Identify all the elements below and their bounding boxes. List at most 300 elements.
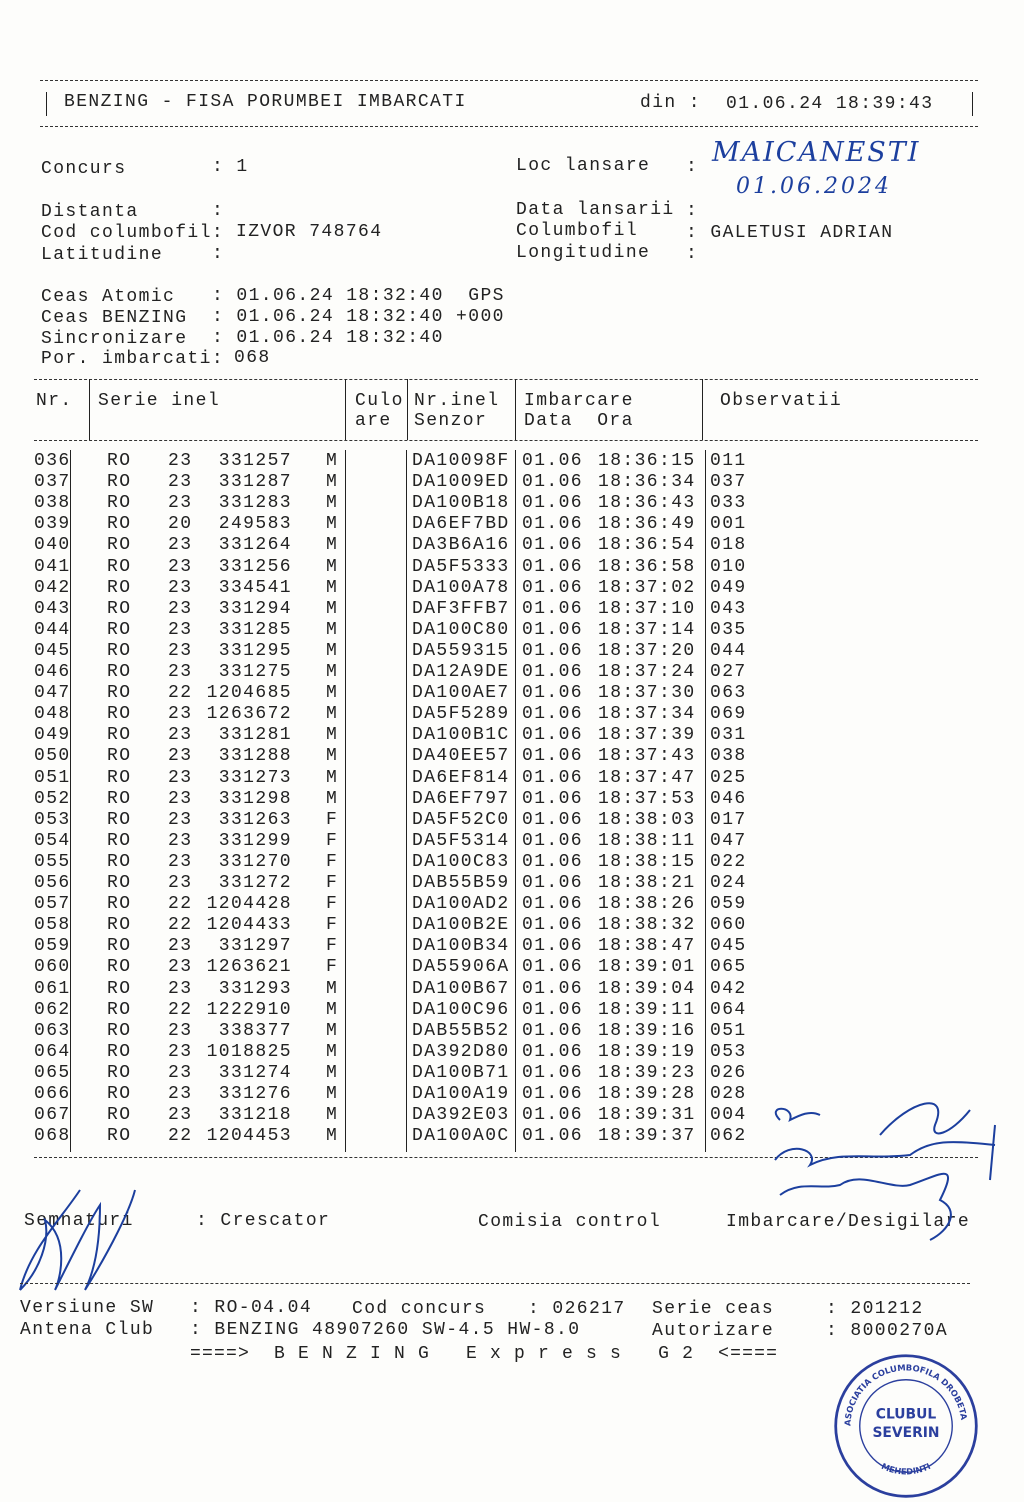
cell-time: 18:37:30 <box>598 683 696 704</box>
data-lansarii-handwritten: 01.06.2024 <box>736 174 892 199</box>
cell-sex: M <box>326 999 339 1020</box>
cell-obs: 035 <box>710 619 747 640</box>
cell-sex: F <box>326 915 339 936</box>
col-header-imbarcare-2: Data Ora <box>524 411 634 431</box>
cell-obs: 069 <box>710 704 747 725</box>
cell-sensor: DA100B34 <box>412 936 510 957</box>
longitudine-value: : <box>686 244 699 264</box>
cell-nr: 054 <box>34 830 71 851</box>
cell-year: 23 <box>168 640 193 661</box>
cell-sensor: DA6EF814 <box>412 767 510 788</box>
cell-sex: M <box>326 683 339 704</box>
cell-date: 01.06 <box>522 514 584 535</box>
cell-time: 18:37:20 <box>598 640 696 661</box>
cell-date: 01.06 <box>522 1062 584 1083</box>
cell-sensor: DAF3FFB7 <box>412 598 510 619</box>
cod-concurs-value: : 026217 <box>528 1299 626 1319</box>
cell-sex: M <box>326 1126 339 1147</box>
cell-sensor: DA5F5314 <box>412 830 510 851</box>
cell-date: 01.06 <box>522 725 584 746</box>
cell-nr: 068 <box>34 1126 71 1147</box>
cell-obs: 001 <box>710 514 747 535</box>
cell-obs: 044 <box>710 640 747 661</box>
cell-sensor: DA1009ED <box>412 472 510 493</box>
cell-sex: F <box>326 957 339 978</box>
cell-time: 18:37:10 <box>598 598 696 619</box>
cell-ring: 1204428 <box>206 894 292 915</box>
cell-nr: 038 <box>34 493 71 514</box>
cell-year: 23 <box>168 1041 193 1062</box>
print-date-value: 01.06.24 18:39:43 <box>726 94 934 114</box>
cell-nr: 043 <box>34 598 71 619</box>
cell-ring: 1204685 <box>206 683 292 704</box>
cell-sex: M <box>326 788 339 809</box>
cell-time: 18:36:15 <box>598 451 696 471</box>
cell-country: RO <box>107 830 132 851</box>
cell-nr: 041 <box>34 556 71 577</box>
cell-time: 18:36:58 <box>598 556 696 577</box>
cell-date: 01.06 <box>522 1020 584 1041</box>
cell-nr: 042 <box>34 577 71 598</box>
cell-ring: 331294 <box>218 598 292 619</box>
cell-year: 23 <box>168 873 193 893</box>
cell-ring: 331257 <box>218 451 292 471</box>
cell-year: 23 <box>168 556 193 577</box>
data-lansarii-label: Data lansarii <box>516 200 675 220</box>
cell-year: 23 <box>168 598 193 619</box>
cell-obs: 065 <box>710 957 747 978</box>
cell-year: 23 <box>168 957 193 978</box>
cell-nr: 050 <box>34 746 71 767</box>
print-date-label: din : <box>640 93 702 113</box>
cell-sensor: DA5F5333 <box>412 556 510 577</box>
cell-ring: 331287 <box>218 472 292 493</box>
sincronizare-label: Sincronizare <box>41 329 188 349</box>
cell-country: RO <box>107 1041 132 1062</box>
cell-sensor: DA392D80 <box>412 1041 510 1062</box>
cell-ring: 331288 <box>218 746 292 767</box>
por-imbarcati-label: Por. imbarcati: <box>41 349 225 369</box>
cell-time: 18:39:11 <box>598 999 696 1020</box>
cell-nr: 064 <box>34 1041 71 1062</box>
cell-date: 01.06 <box>522 915 584 936</box>
cell-ring: 331276 <box>218 1084 292 1104</box>
cell-year: 23 <box>168 535 193 556</box>
cell-sensor: DAB55B59 <box>412 873 510 893</box>
cell-country: RO <box>107 556 132 577</box>
cell-obs: 049 <box>710 577 747 598</box>
autorizare-label: Autorizare <box>652 1321 775 1341</box>
cell-country: RO <box>107 514 132 535</box>
cell-sensor: DA55906A <box>412 957 510 978</box>
versiune-sw-label: Versiune SW <box>20 1298 155 1318</box>
latitudine-value: : <box>212 244 225 264</box>
cell-sex: M <box>326 598 339 619</box>
cell-country: RO <box>107 957 132 978</box>
cell-sex: M <box>326 1062 339 1083</box>
cell-nr: 039 <box>34 514 71 535</box>
cell-obs: 062 <box>710 1126 747 1147</box>
cell-sensor: DA12A9DE <box>412 662 510 682</box>
cell-ring: 331270 <box>218 851 292 872</box>
cell-sex: M <box>326 451 339 471</box>
cell-ring: 338377 <box>218 1020 292 1041</box>
cell-time: 18:38:26 <box>598 894 696 915</box>
cell-nr: 047 <box>34 683 71 704</box>
cell-ring: 1018825 <box>206 1041 292 1062</box>
cell-sex: M <box>326 556 339 577</box>
cell-obs: 022 <box>710 851 747 872</box>
cell-sex: M <box>326 619 339 640</box>
cell-sex: M <box>326 535 339 556</box>
cell-ring: 331274 <box>218 1062 292 1083</box>
cell-sensor: DA100A0C <box>412 1126 510 1147</box>
cell-sensor: DA100C80 <box>412 619 510 640</box>
cell-obs: 024 <box>710 873 747 893</box>
cell-nr: 048 <box>34 704 71 725</box>
cell-obs: 064 <box>710 999 747 1020</box>
cell-date: 01.06 <box>522 746 584 767</box>
cell-sex: F <box>326 851 339 872</box>
cell-date: 01.06 <box>522 1084 584 1104</box>
cell-time: 18:39:31 <box>598 1105 696 1126</box>
cell-nr: 063 <box>34 1020 71 1041</box>
cell-sensor: DA100B2E <box>412 915 510 936</box>
cell-ring: 331256 <box>218 556 292 577</box>
cell-nr: 055 <box>34 851 71 872</box>
cell-year: 23 <box>168 577 193 598</box>
cell-date: 01.06 <box>522 851 584 872</box>
cell-year: 23 <box>168 493 193 514</box>
cell-sensor: DA5F5289 <box>412 704 510 725</box>
cell-sex: M <box>326 472 339 493</box>
cell-nr: 066 <box>34 1084 71 1104</box>
cod-columbofil-value: IZVOR 748764 <box>236 222 383 242</box>
cell-sex: F <box>326 894 339 915</box>
cell-year: 23 <box>168 1084 193 1104</box>
cell-time: 18:37:34 <box>598 704 696 725</box>
cell-country: RO <box>107 619 132 640</box>
cell-ring: 331295 <box>218 640 292 661</box>
cell-nr: 052 <box>34 788 71 809</box>
cell-time: 18:38:32 <box>598 915 696 936</box>
cell-year: 22 <box>168 1126 193 1147</box>
cell-sex: M <box>326 767 339 788</box>
cell-nr: 059 <box>34 936 71 957</box>
cell-obs: 042 <box>710 978 747 999</box>
cell-date: 01.06 <box>522 1126 584 1147</box>
cell-country: RO <box>107 915 132 936</box>
cell-country: RO <box>107 535 132 556</box>
header-divider <box>407 379 408 440</box>
cell-nr: 053 <box>34 809 71 830</box>
cell-country: RO <box>107 1020 132 1041</box>
comisia-control-label: Comisia control <box>478 1212 662 1232</box>
cell-obs: 038 <box>710 746 747 767</box>
cell-sensor: DA5F52C0 <box>412 809 510 830</box>
cell-obs: 047 <box>710 830 747 851</box>
cell-obs: 027 <box>710 662 747 682</box>
cell-date: 01.06 <box>522 978 584 999</box>
cell-obs: 037 <box>710 472 747 493</box>
cell-time: 18:37:43 <box>598 746 696 767</box>
cell-nr: 065 <box>34 1062 71 1083</box>
body-divider <box>406 450 407 1152</box>
columbofil-value: : GALETUSI ADRIAN <box>686 223 894 243</box>
loc-lansare-sep: : <box>686 157 699 177</box>
cell-nr: 062 <box>34 999 71 1020</box>
cell-date: 01.06 <box>522 472 584 493</box>
cell-obs: 004 <box>710 1105 747 1126</box>
ceas-benzing-label: Ceas BENZING <box>41 308 188 328</box>
cell-year: 23 <box>168 704 193 725</box>
cell-sensor: DA100B67 <box>412 978 510 999</box>
cell-time: 18:39:37 <box>598 1126 696 1147</box>
cell-nr: 040 <box>34 535 71 556</box>
cell-time: 18:37:14 <box>598 619 696 640</box>
cell-date: 01.06 <box>522 619 584 640</box>
cell-country: RO <box>107 704 132 725</box>
cell-time: 18:39:04 <box>598 978 696 999</box>
data-lansarii-sep: : <box>686 201 699 221</box>
cell-time: 18:38:15 <box>598 851 696 872</box>
col-header-serie-inel: Serie inel <box>98 391 221 411</box>
col-header-observatii: Observatii <box>720 391 843 411</box>
cell-country: RO <box>107 662 132 682</box>
header-divider <box>89 379 90 440</box>
cell-sensor: DA100B1C <box>412 725 510 746</box>
serie-ceas-label: Serie ceas <box>652 1299 775 1319</box>
cell-country: RO <box>107 978 132 999</box>
ceas-benzing-value: : 01.06.24 18:32:40 +000 <box>212 307 505 327</box>
cell-country: RO <box>107 640 132 661</box>
cell-obs: 011 <box>710 451 747 471</box>
cell-sex: M <box>326 725 339 746</box>
cell-nr: 058 <box>34 915 71 936</box>
stamp-center-2: SEVERIN <box>872 1425 940 1442</box>
cell-date: 01.06 <box>522 788 584 809</box>
cell-sensor: DAB55B52 <box>412 1020 510 1041</box>
cell-obs: 043 <box>710 598 747 619</box>
cell-year: 20 <box>168 514 193 535</box>
cell-ring: 331293 <box>218 978 292 999</box>
por-imbarcati-value: 068 <box>234 348 271 368</box>
body-divider <box>515 450 516 1152</box>
cell-ring: 1222910 <box>206 999 292 1020</box>
autorizare-value: : 8000270A <box>826 1321 949 1341</box>
cell-sex: F <box>326 936 339 957</box>
cell-sex: M <box>326 1084 339 1104</box>
cell-country: RO <box>107 809 132 830</box>
cell-time: 18:39:23 <box>598 1062 696 1083</box>
cell-sensor: DA6EF7BD <box>412 514 510 535</box>
distanta-value: : <box>212 201 225 221</box>
cell-date: 01.06 <box>522 873 584 893</box>
cell-obs: 026 <box>710 1062 747 1083</box>
cell-sex: F <box>326 809 339 830</box>
cell-nr: 046 <box>34 662 71 682</box>
cell-date: 01.06 <box>522 830 584 851</box>
cell-obs: 025 <box>710 767 747 788</box>
cell-time: 18:38:03 <box>598 809 696 830</box>
cell-ring: 334541 <box>218 577 292 598</box>
signature-comisia <box>760 1080 1020 1220</box>
footer-divider <box>20 1283 970 1284</box>
cell-sex: M <box>326 514 339 535</box>
semnaturi-label: Semnaturi <box>24 1211 134 1231</box>
cell-nr: 049 <box>34 725 71 746</box>
cell-ring: 1204453 <box>206 1126 292 1147</box>
cell-obs: 053 <box>710 1041 747 1062</box>
cell-sensor: DA3B6A16 <box>412 535 510 556</box>
cell-sensor: DA100B71 <box>412 1062 510 1083</box>
stamp-bottom-text: MEHEDINTI <box>879 1460 933 1477</box>
cell-time: 18:39:19 <box>598 1041 696 1062</box>
cell-country: RO <box>107 873 132 893</box>
concurs-label: Concurs <box>41 159 127 179</box>
distanta-label: Distanta <box>41 202 139 222</box>
cell-year: 23 <box>168 809 193 830</box>
cell-time: 18:38:11 <box>598 830 696 851</box>
cell-year: 23 <box>168 767 193 788</box>
cell-nr: 051 <box>34 767 71 788</box>
cell-obs: 046 <box>710 788 747 809</box>
cell-time: 18:36:49 <box>598 514 696 535</box>
cell-time: 18:37:02 <box>598 577 696 598</box>
cell-obs: 033 <box>710 493 747 514</box>
cell-sex: M <box>326 662 339 682</box>
table-top-border <box>34 379 978 380</box>
cell-date: 01.06 <box>522 451 584 471</box>
cell-nr: 036 <box>34 451 71 471</box>
sincronizare-value: : 01.06.24 18:32:40 <box>212 328 444 348</box>
crescator-label: : Crescator <box>196 1211 331 1231</box>
body-divider <box>345 450 346 1152</box>
loc-lansare-handwritten: MAICANESTI <box>712 137 921 168</box>
cell-sex: F <box>326 830 339 851</box>
cell-nr: 037 <box>34 472 71 493</box>
cell-time: 18:36:43 <box>598 493 696 514</box>
cell-sensor: DA100A19 <box>412 1084 510 1104</box>
cell-year: 23 <box>168 1020 193 1041</box>
cell-time: 18:39:28 <box>598 1084 696 1104</box>
cell-ring: 249583 <box>218 514 292 535</box>
cell-year: 23 <box>168 830 193 851</box>
col-header-nr: Nr. <box>36 391 73 411</box>
cell-country: RO <box>107 1126 132 1147</box>
cell-obs: 028 <box>710 1084 747 1104</box>
cell-time: 18:36:54 <box>598 535 696 556</box>
svg-text:MEHEDINTI <box>880 1461 932 1477</box>
cell-country: RO <box>107 999 132 1020</box>
cell-date: 01.06 <box>522 1041 584 1062</box>
header-top-border <box>40 80 978 81</box>
cell-ring: 331275 <box>218 662 292 682</box>
longitudine-label: Longitudine <box>516 243 651 263</box>
cell-country: RO <box>107 451 132 471</box>
cell-date: 01.06 <box>522 556 584 577</box>
cell-country: RO <box>107 788 132 809</box>
cell-year: 22 <box>168 915 193 936</box>
cell-sensor: DA40EE57 <box>412 746 510 767</box>
cell-time: 18:37:24 <box>598 662 696 682</box>
cell-sensor: DA392E03 <box>412 1105 510 1126</box>
cell-sensor: DA100AD2 <box>412 894 510 915</box>
stamp-outer-text: ASOCIATIA COLUMBOFILA DROBETA <box>842 1362 970 1427</box>
header-bottom-border <box>40 126 978 127</box>
cell-nr: 060 <box>34 957 71 978</box>
cell-year: 22 <box>168 894 193 915</box>
cell-sex: M <box>326 704 339 725</box>
cell-nr: 061 <box>34 978 71 999</box>
header-divider <box>345 379 346 440</box>
ceas-atomic-value: : 01.06.24 18:32:40 GPS <box>212 286 505 306</box>
cell-ring: 331272 <box>218 873 292 893</box>
columbofil-label: Columbofil <box>516 221 639 241</box>
cell-date: 01.06 <box>522 767 584 788</box>
cell-date: 01.06 <box>522 598 584 619</box>
cell-date: 01.06 <box>522 493 584 514</box>
stamp-center-1: CLUBUL <box>875 1406 937 1423</box>
cell-time: 18:38:47 <box>598 936 696 957</box>
cell-sex: M <box>326 1041 339 1062</box>
cell-ring: 331285 <box>218 619 292 640</box>
cell-time: 18:38:21 <box>598 873 696 893</box>
imbarcare-desigilare-label: Imbarcare/Desigilare <box>726 1212 971 1232</box>
cell-ring: 331281 <box>218 725 292 746</box>
col-header-imbarcare-1: Imbarcare <box>524 391 634 411</box>
cell-obs: 060 <box>710 915 747 936</box>
loc-lansare-label: Loc lansare <box>516 156 651 176</box>
cell-year: 23 <box>168 978 193 999</box>
col-header-culoare-1: Culo <box>355 391 404 411</box>
cell-sensor: DA100A78 <box>412 577 510 598</box>
cell-country: RO <box>107 936 132 957</box>
cell-sex: M <box>326 978 339 999</box>
cell-year: 23 <box>168 936 193 957</box>
cell-country: RO <box>107 472 132 493</box>
ceas-atomic-label: Ceas Atomic <box>41 287 176 307</box>
cell-date: 01.06 <box>522 894 584 915</box>
cell-date: 01.06 <box>522 535 584 556</box>
cell-ring: 331297 <box>218 936 292 957</box>
cell-time: 18:36:34 <box>598 472 696 493</box>
cell-year: 23 <box>168 725 193 746</box>
cell-country: RO <box>107 493 132 514</box>
cell-country: RO <box>107 746 132 767</box>
cell-obs: 051 <box>710 1020 747 1041</box>
cell-obs: 045 <box>710 936 747 957</box>
cod-concurs-label: Cod concurs <box>352 1299 487 1319</box>
cell-sex: M <box>326 1020 339 1041</box>
cell-country: RO <box>107 1084 132 1104</box>
cell-ring: 331263 <box>218 809 292 830</box>
cell-time: 18:37:39 <box>598 725 696 746</box>
cell-nr: 045 <box>34 640 71 661</box>
cell-country: RO <box>107 767 132 788</box>
cell-time: 18:37:47 <box>598 767 696 788</box>
cell-ring: 331298 <box>218 788 292 809</box>
table-header-border <box>34 440 978 441</box>
cell-sensor: DA100C83 <box>412 851 510 872</box>
cell-ring: 1204433 <box>206 915 292 936</box>
cell-nr: 044 <box>34 619 71 640</box>
cell-country: RO <box>107 577 132 598</box>
cell-obs: 031 <box>710 725 747 746</box>
cell-country: RO <box>107 598 132 619</box>
cell-date: 01.06 <box>522 936 584 957</box>
cell-nr: 067 <box>34 1105 71 1126</box>
